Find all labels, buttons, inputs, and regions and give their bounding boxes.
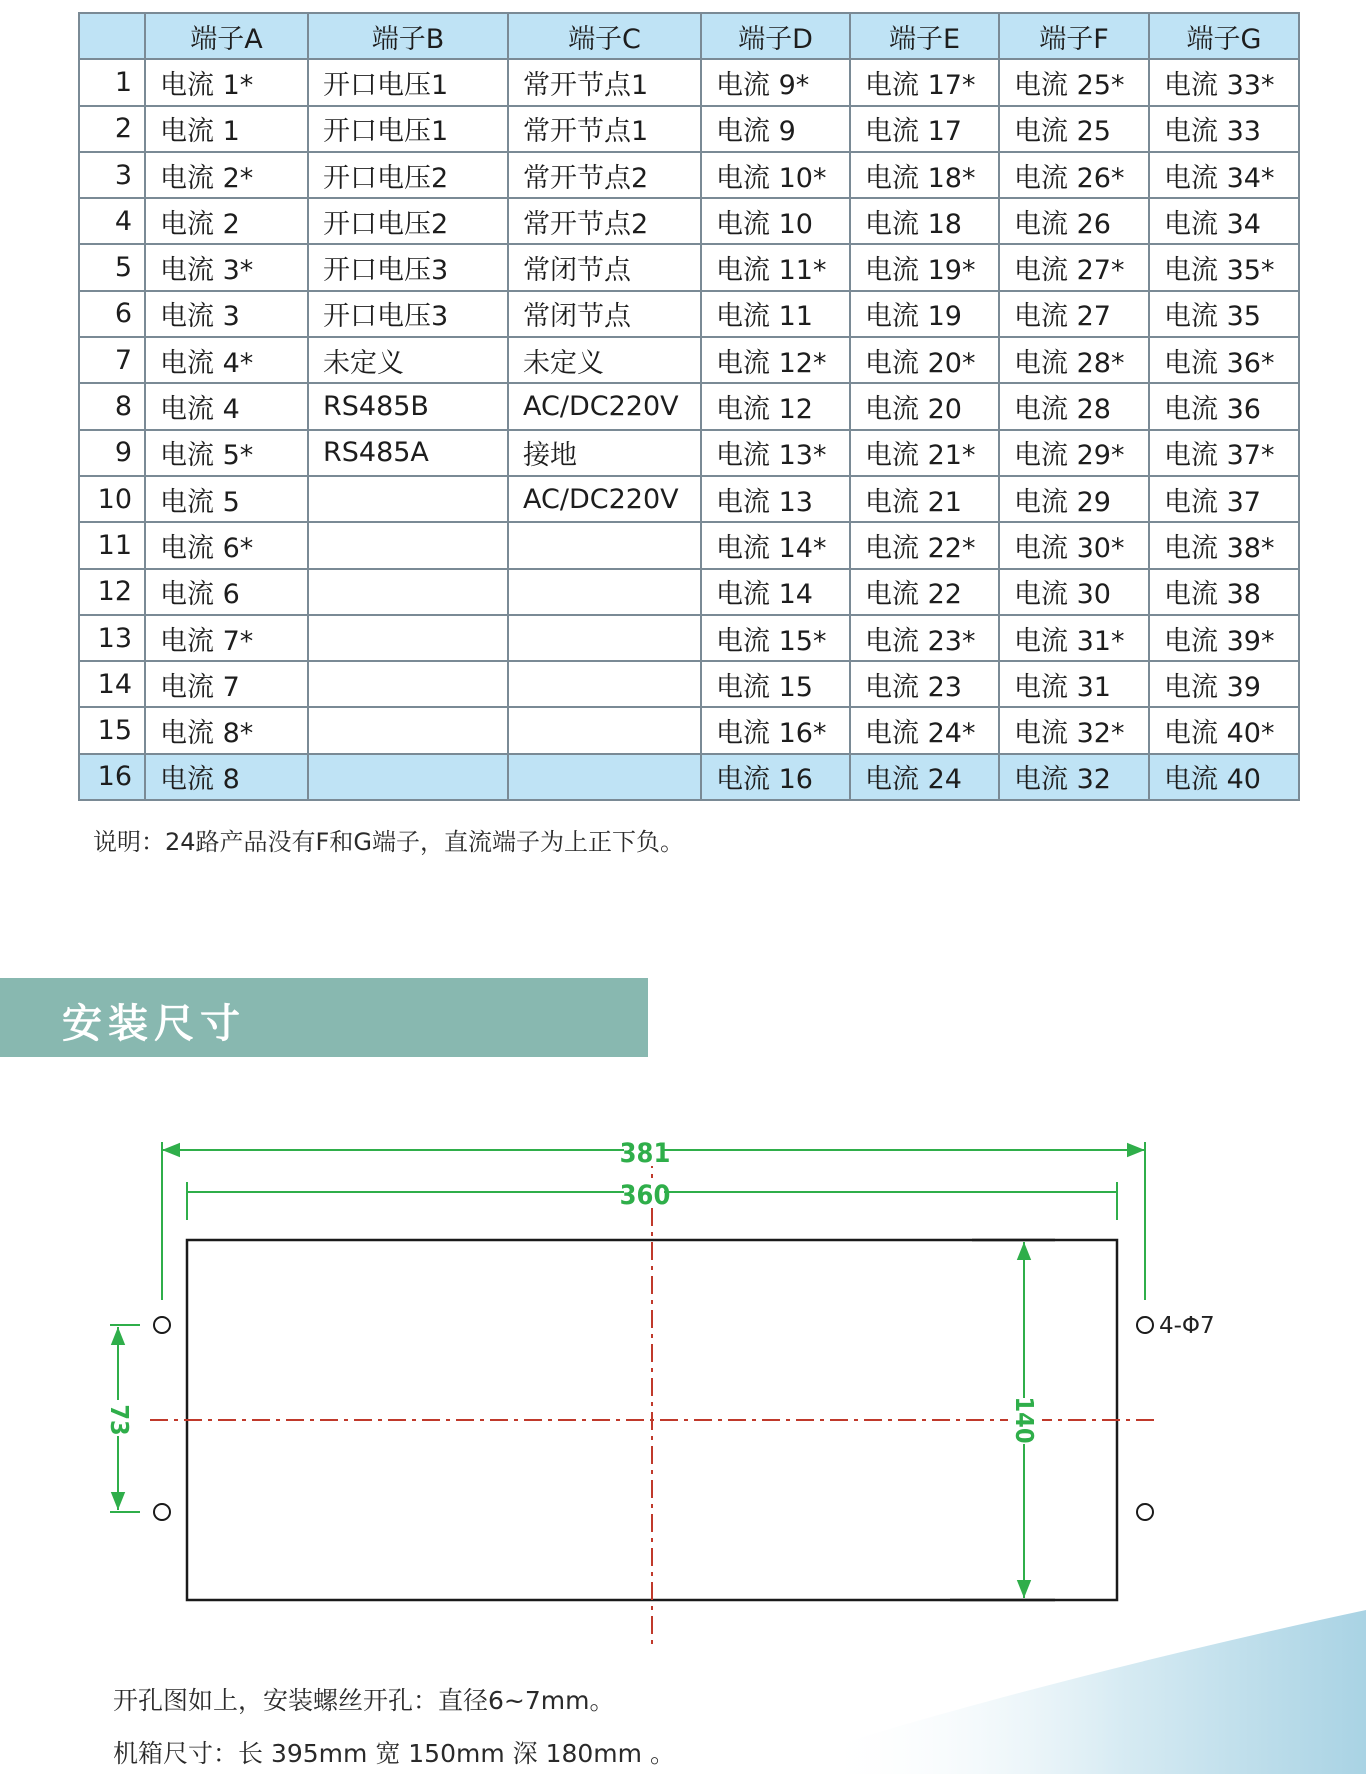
table-cell: 电流 39*	[1149, 615, 1299, 661]
row-number-cell: 7	[79, 337, 145, 383]
table-cell: 电流 11*	[701, 244, 850, 290]
table-cell: 电流 12	[701, 383, 850, 429]
table-cell: 常开节点2	[508, 152, 701, 198]
table-cell: 电流 22*	[850, 522, 999, 568]
table-cell: 接地	[508, 430, 701, 476]
table-row	[79, 522, 1299, 568]
table-cell: 电流 18*	[850, 152, 999, 198]
table-cell: 电流 33	[1149, 106, 1299, 152]
row-number-cell: 2	[79, 106, 145, 152]
table-cell: 常闭节点	[508, 291, 701, 337]
table-cell: 电流 27	[999, 291, 1149, 337]
table-cell: 电流 21*	[850, 430, 999, 476]
table-cell	[308, 754, 508, 800]
row-number-cell: 11	[79, 522, 145, 568]
table-cell: 电流 3	[145, 291, 308, 337]
table-row	[79, 754, 1299, 800]
table-cell: 电流 10*	[701, 152, 850, 198]
table-cell: 电流 35	[1149, 291, 1299, 337]
table-cell: 电流 35*	[1149, 244, 1299, 290]
table-row	[79, 59, 1299, 105]
table-cell	[308, 707, 508, 753]
row-number-cell: 1	[79, 59, 145, 105]
row-number-cell: 4	[79, 198, 145, 244]
table-cell: 未定义	[308, 337, 508, 383]
table-row	[79, 615, 1299, 661]
table-row	[79, 244, 1299, 290]
table-cell: 电流 24*	[850, 707, 999, 753]
table-cell: 电流 24	[850, 754, 999, 800]
table-cell: 电流 28*	[999, 337, 1149, 383]
table-cell: 电流 1*	[145, 59, 308, 105]
table-cell	[308, 569, 508, 615]
row-number-cell: 5	[79, 244, 145, 290]
footer-line-1: 开孔图如上，安装螺丝开孔：直径6~7mm。	[113, 1686, 615, 1715]
row-number-cell: 3	[79, 152, 145, 198]
table-cell: 电流 27*	[999, 244, 1149, 290]
table-row	[79, 707, 1299, 753]
table-cell: 电流 40*	[1149, 707, 1299, 753]
table-cell: 电流 26*	[999, 152, 1149, 198]
table-row	[79, 106, 1299, 152]
table-cell: 电流 16*	[701, 707, 850, 753]
table-cell: 电流 34	[1149, 198, 1299, 244]
table-cell: 电流 29*	[999, 430, 1149, 476]
dim-label-outer: 381	[619, 1138, 671, 1169]
table-cell	[508, 661, 701, 707]
table-cell: 电流 15	[701, 661, 850, 707]
table-cell: 电流 31*	[999, 615, 1149, 661]
table-cell: 开口电压1	[308, 59, 508, 105]
table-cell: 电流 9*	[701, 59, 850, 105]
row-number-cell: 12	[79, 569, 145, 615]
table-cell: RS485B	[308, 383, 508, 429]
table-cell: 电流 25*	[999, 59, 1149, 105]
table-cell: 电流 3*	[145, 244, 308, 290]
dim-label-holes: 73	[105, 1404, 134, 1436]
table-cell: 电流 33*	[1149, 59, 1299, 105]
row-number-cell: 10	[79, 476, 145, 522]
row-number-cell: 8	[79, 383, 145, 429]
table-cell	[308, 476, 508, 522]
table-cell: 开口电压2	[308, 152, 508, 198]
table-cell: 电流 21	[850, 476, 999, 522]
table-cell: 电流 31	[999, 661, 1149, 707]
table-cell: 电流 8	[145, 754, 308, 800]
table-cell: 常闭节点	[508, 244, 701, 290]
table-cell: 电流 32	[999, 754, 1149, 800]
table-cell: 电流 16	[701, 754, 850, 800]
row-number-cell: 6	[79, 291, 145, 337]
mounting-hole-top-left	[154, 1317, 170, 1333]
table-cell: 电流 36	[1149, 383, 1299, 429]
mounting-hole-bottom-right	[1137, 1504, 1153, 1520]
table-row	[79, 476, 1299, 522]
table-cell: AC/DC220V	[508, 383, 701, 429]
column-header: 端子F	[999, 13, 1149, 59]
table-cell: 电流 23*	[850, 615, 999, 661]
table-cell: 电流 7*	[145, 615, 308, 661]
table-cell: 电流 14*	[701, 522, 850, 568]
table-cell	[508, 569, 701, 615]
table-cell	[508, 615, 701, 661]
table-cell: 电流 5	[145, 476, 308, 522]
table-cell: 电流 6*	[145, 522, 308, 568]
terminal-table	[78, 12, 1300, 801]
table-cell	[308, 522, 508, 568]
table-cell: 电流 8*	[145, 707, 308, 753]
table-cell: 常开节点2	[508, 198, 701, 244]
table-cell: 未定义	[508, 337, 701, 383]
table-cell: 电流 1	[145, 106, 308, 152]
table-cell: 电流 2*	[145, 152, 308, 198]
table-cell: 常开节点1	[508, 106, 701, 152]
header-corner-cell	[79, 13, 145, 59]
row-number-cell: 16	[79, 754, 145, 800]
table-row	[79, 661, 1299, 707]
table-cell: 电流 6	[145, 569, 308, 615]
table-cell: 电流 19*	[850, 244, 999, 290]
column-header: 端子C	[508, 13, 701, 59]
table-row	[79, 198, 1299, 244]
table-cell: 电流 39	[1149, 661, 1299, 707]
hole-label: 4-Φ7	[1159, 1313, 1215, 1339]
dim-label-inner: 360	[619, 1180, 671, 1211]
table-cell: 开口电压1	[308, 106, 508, 152]
table-cell: 电流 15*	[701, 615, 850, 661]
table-header-row	[79, 13, 1299, 59]
section-title: 安装尺寸	[62, 1000, 246, 1047]
table-cell	[308, 615, 508, 661]
dim-label-height: 140	[1010, 1396, 1039, 1444]
table-cell	[508, 522, 701, 568]
column-header: 端子D	[701, 13, 850, 59]
table-row	[79, 569, 1299, 615]
table-cell: 电流 25	[999, 106, 1149, 152]
table-cell: 电流 37	[1149, 476, 1299, 522]
table-cell: 电流 34*	[1149, 152, 1299, 198]
table-note: 说明：24路产品没有F和G端子，直流端子为上正下负。	[93, 828, 684, 856]
table-row	[79, 291, 1299, 337]
table-cell: 电流 12*	[701, 337, 850, 383]
table-cell: 电流 32*	[999, 707, 1149, 753]
table-cell: 电流 20	[850, 383, 999, 429]
table-cell: 电流 2	[145, 198, 308, 244]
table-cell: RS485A	[308, 430, 508, 476]
table-cell: 电流 18	[850, 198, 999, 244]
table-cell: 电流 38*	[1149, 522, 1299, 568]
table-cell: 开口电压3	[308, 244, 508, 290]
table-cell	[308, 661, 508, 707]
table-cell: 电流 30*	[999, 522, 1149, 568]
table-cell: 电流 30	[999, 569, 1149, 615]
table-cell: 电流 7	[145, 661, 308, 707]
column-header: 端子G	[1149, 13, 1299, 59]
table-cell: 电流 22	[850, 569, 999, 615]
row-number-cell: 13	[79, 615, 145, 661]
footer-line-2: 机箱尺寸：长 395mm 宽 150mm 深 180mm 。	[113, 1739, 675, 1768]
row-number-cell: 15	[79, 707, 145, 753]
table-cell: 开口电压3	[308, 291, 508, 337]
table-cell: 常开节点1	[508, 59, 701, 105]
column-header: 端子A	[145, 13, 308, 59]
table-cell: 电流 13*	[701, 430, 850, 476]
table-cell: 电流 29	[999, 476, 1149, 522]
table-cell: 电流 38	[1149, 569, 1299, 615]
table-cell: 开口电压2	[308, 198, 508, 244]
table-cell: 电流 37*	[1149, 430, 1299, 476]
table-row	[79, 430, 1299, 476]
column-header: 端子B	[308, 13, 508, 59]
table-cell: 电流 40	[1149, 754, 1299, 800]
table-cell: 电流 14	[701, 569, 850, 615]
table-cell: 电流 4	[145, 383, 308, 429]
table-cell: AC/DC220V	[508, 476, 701, 522]
decorative-swoosh	[820, 1590, 1366, 1774]
table-cell	[508, 754, 701, 800]
table-cell: 电流 5*	[145, 430, 308, 476]
table-cell: 电流 4*	[145, 337, 308, 383]
table-row	[79, 383, 1299, 429]
table-cell: 电流 26	[999, 198, 1149, 244]
table-cell: 电流 11	[701, 291, 850, 337]
table-row	[79, 337, 1299, 383]
table-cell: 电流 17	[850, 106, 999, 152]
table-cell: 电流 19	[850, 291, 999, 337]
table-cell: 电流 20*	[850, 337, 999, 383]
row-number-cell: 9	[79, 430, 145, 476]
table-cell: 电流 9	[701, 106, 850, 152]
table-cell: 电流 17*	[850, 59, 999, 105]
column-header: 端子E	[850, 13, 999, 59]
table-cell	[508, 707, 701, 753]
table-cell: 电流 13	[701, 476, 850, 522]
table-cell: 电流 23	[850, 661, 999, 707]
mounting-hole-top-right	[1137, 1317, 1153, 1333]
table-row	[79, 152, 1299, 198]
table-cell: 电流 36*	[1149, 337, 1299, 383]
row-number-cell: 14	[79, 661, 145, 707]
table-cell: 电流 10	[701, 198, 850, 244]
table-cell: 电流 28	[999, 383, 1149, 429]
mounting-hole-bottom-left	[154, 1504, 170, 1520]
